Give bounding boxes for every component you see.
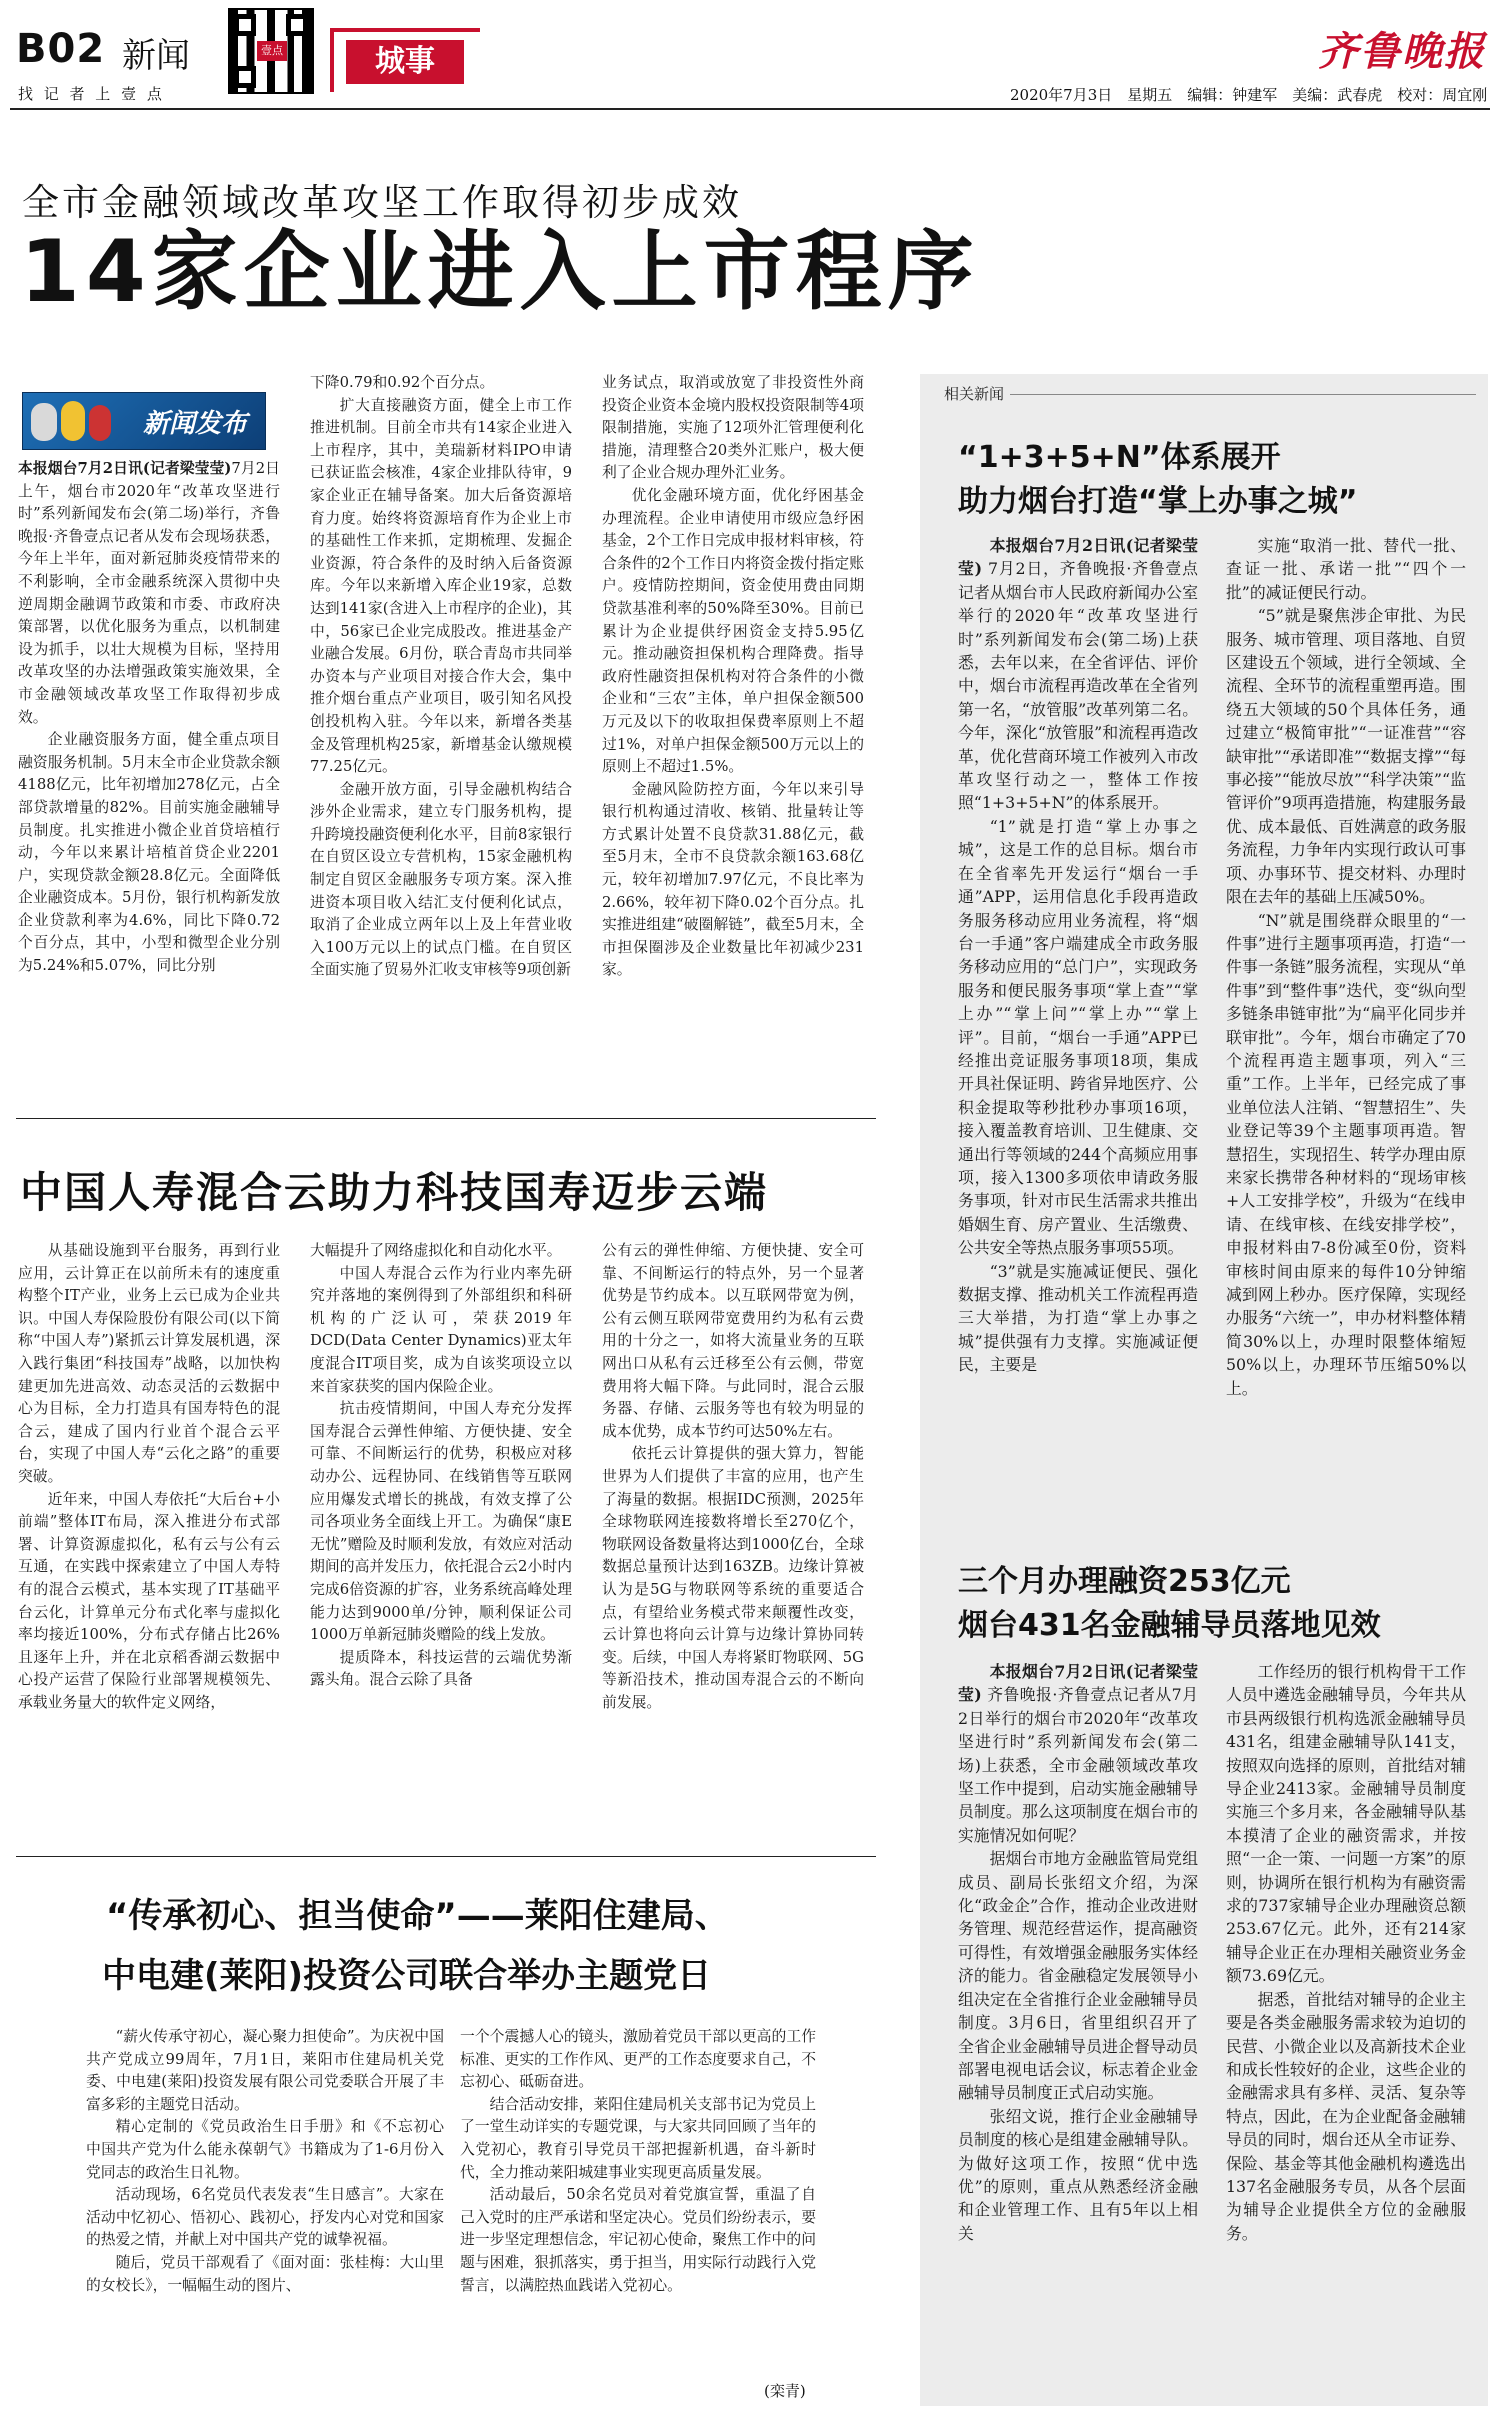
masthead bbox=[0, 0, 1500, 112]
paragraph: 7月2日上午，烟台市2020年“改革攻坚进行时”系列新闻发布会(第二场)举行，齐鲁晚报·齐鲁壹点记者从发布会现场获悉，今年上半年，面对新冠肺炎疫情带来的不利影响，全市金融系统深入贯彻中央逆周期金融调节政策和市委、市政府决策部署，以优化服务为重点，以机制建设为抓手，以壮大规模为目标，坚持用改革攻坚的办法增强政策实施效果，全市金融领域改革攻坚工作取得初步成效。 bbox=[18, 460, 280, 726]
column-tag-label: 城事 bbox=[346, 40, 464, 84]
paragraph: 近年来，中国人寿依托“大后台+小前端”整体IT布局，深入推进分布式部署、计算资源虚拟化，私有云与公有云互通，在实践中探索建立了中国人寿特有的混合云模式，基本实现了IT基础平台云化，计算单元分布式化率与虚拟化率均接近100%，分布式存储占比26%且逐年上升，并在北京稻香湖云数据中心投产运营了保险行业部署规模领先、承载业务量大的软件定义网络， bbox=[18, 1490, 280, 1711]
paragraph: 公有云的弹性伸缩、方便快捷、安全可靠、不间断运行的特点外，另一个显著优势是节约成本。以互联网带宽为例，公有云侧互联网带宽费用约为私有云费用的十分之一，如将大流量业务的互联网出口从私有云迁移至公有云侧，带宽费用将大幅下降。与此同时，混合云服务器、存储、云服务等也有较为明显的成本优势，成本节约可达50%左右。 bbox=[602, 1242, 864, 1440]
story3-headline-line-1: “传承初心、担当使命”——莱阳住建局、 bbox=[106, 1896, 729, 1936]
paragraph: 金融开放方面，引导金融机构结合涉外企业需求，建立专门服务机构，提升跨境投融资便利化水平，目前8家银行在自贸区设立专营机构，15家金融机构制定自贸区金融服务专项方案。深入推进资本项目收入结汇支付便利化试点，取消了企业成立两年以上及上年营业收入100万元以上的试点门槛。在自贸区全面实施了贸易外汇收支审核等9项创新 bbox=[310, 780, 572, 979]
main-kicker: 全市金融领域改革攻坚工作取得初步成效 bbox=[22, 181, 742, 224]
paragraph: 结合活动安排，莱阳住建局机关支部书记为党员上了一堂生动详实的专题党课，与大家共同回顾了当年的入党初心，教育引导党员干部把握新机遇，奋斗新时代，全力推动莱阳城建事业实现更高质量发展。 bbox=[460, 2095, 816, 2181]
sidebar-story-a-title-2: 助力烟台打造“掌上办事之城” bbox=[958, 484, 1358, 519]
news-release-logo bbox=[22, 392, 266, 450]
sidebar-story-b-title-2: 烟台431名金融辅导员落地见效 bbox=[958, 1608, 1381, 1643]
paragraph: 企业融资服务方面，健全重点项目融资服务机制。5月末全市企业贷款余额4188亿元，比年初增加278亿元，占全部贷款增量的82%。目前实施金融辅导员制度。扎实推进小微企业首贷培植行动，今年以来累计培植首贷企业2201户，实现贷款金额28.8亿元。全面降低企业融资成本。5月份，银行机构新发放企业贷款利率为4.6%，同比下降0.72个百分点，其中，小型和微型企业分别为5.24%和5.07%，同比分别 bbox=[18, 731, 280, 975]
paragraph: 依托云计算提供的强大算力，智能世界为人们提供了丰富的应用，也产生了海量的数据。根据IDC预测，2025年全球物联网连接数将增长至270亿个，物联网设备数量将达到1000亿台，全球数据总量预计达到163ZB。边缘计算被认为是5G与物联网等系统的重要适合点，有望给业务模式带来颠覆性改变，云计算也将向云计算与边缘计算协同转变。后续，中国人寿将紧盯物联网、5G等新沿技术，推动国寿混合云的不断向前发展。 bbox=[602, 1445, 864, 1711]
paragraph: 大幅提升了网络虚拟化和自动化水平。 bbox=[310, 1242, 562, 1259]
paragraph: “1”就是打造“掌上办事之城”，这是工作的总目标。烟台市在全省率先开发运行“烟台一手通”APP，运用信息化手段再造政务服务移动应用业务流程，将“烟台一手通”客户端建成全市政务服务移动应用的“总门户”，实现政务服务和便民服务事项“掌上查”“掌上办”“掌上问”“掌上办”“掌上评”。目前，“烟台一手通”APP已经推出竞证服务事项18项，集成开具社保证明、跨省异地医疗、公积金提取等秒批秒办事项16项，接入覆盖教育培训、卫生健康、交通出行等领域的244个高频应用事项，接入1300多项依申请政务服务事项，针对市民生活需求共推出婚姻生育、房产置业、生活缴费、公共安全等热点服务事项55项。 bbox=[958, 816, 1198, 1258]
page-number: B02 bbox=[16, 26, 106, 72]
story3-col-2 bbox=[460, 2026, 816, 2402]
story2-headline: 中国人寿混合云助力科技国寿迈步云端 bbox=[20, 1168, 769, 1217]
qr-label: 壹点 bbox=[257, 41, 287, 61]
sidebar-label-rule bbox=[1010, 394, 1476, 395]
sidebar-b-col-2 bbox=[1226, 1660, 1466, 2396]
paragraph: 张绍文说，推行企业金融辅导员制度的核心是组建金融辅导队。为做好这项工作，按照“优中选优”的原则，重点从熟悉经济金融和企业管理工作、且有5年以上相关 bbox=[958, 2106, 1198, 2243]
story3-col-1 bbox=[86, 2026, 444, 2402]
tagline: 找 记 者 上 壹 点 bbox=[18, 85, 165, 103]
sidebar-label: 相关新闻 bbox=[944, 385, 1005, 403]
header-rule bbox=[10, 108, 1490, 110]
paragraph: 据烟台市地方金融监管局党组成员、副局长张绍文介绍，为深化“政金企”合作，推动企业改进财务管理、规范经营运作，提高融资可得性，有效增强金融服务实体经济的能力。省金融稳定发展领导小组决定在全省推行企业金融辅导员制度。3月6日，省里组织召开了全省企业金融辅导员进企督导动员部署电视电话会议，标志着企业金融辅导员制度正式启动实施。 bbox=[958, 1849, 1198, 2103]
paragraph: “N”就是围绕群众眼里的“一件事”进行主题事项再造，打造“一件事一条链”服务流程，实现从“单件事”到“整件事”迭代，变“纵向型多链条串链审批”为“扁平化同步并联审批”。今年，烟台市确定了70个流程再造主题事项，列入“三重”工作。上半年，已经完成了事业单位法人注销、“智慧招生”、失业登记等39个主题事项再造。智慧招生，实现招生、转学办理由原来家长携带各种材料的“现场审核+人工安排学校”，升级为“在线申请、在线审核、在线安排学校”，申报材料由7-8份减至0份，资料审核时间由原来的每件10分钟缩减到网上秒办。医疗保障，实现经办服务“六统一”，申办材料整体精简30%以上，办理时限整体缩短50%以上，办理环节压缩50%以上。 bbox=[1226, 910, 1466, 1398]
paragraph: 精心定制的《党员政治生日手册》和《不忘初心 中国共产党为什么能永葆朝气》书籍成为了1-6月份入党同志的政治生日礼物。 bbox=[86, 2118, 444, 2181]
paragraph: 工作经历的银行机构骨干工作人员中遴选金融辅导员，今年共从市县两级银行机构选派金融辅导员431名，组建金融辅导队141支，按照双向选择的原则，首批结对辅导企业2413家。金融辅导员制度实施三个多月来，各金融辅导队基本摸清了企业的融资需求，并按照“一企一策、一问题一方案”的原则，协调所在银行机构为有融资需求的737家辅导企业办理融资总额253.67亿元。此外，还有214家辅导企业正在办理相关融资业务金额73.69亿元。 bbox=[1226, 1662, 1466, 1986]
main-col-2 bbox=[310, 372, 572, 1104]
qr-code[interactable] bbox=[228, 8, 314, 94]
brand-logo: 齐鲁晚报 bbox=[1318, 28, 1486, 75]
paragraph: 下降0.79和0.92个百分点。 bbox=[310, 374, 495, 391]
paragraph: 提质降本，科技运营的云端优势渐露头角。混合云除了具备 bbox=[310, 1648, 572, 1689]
paragraph: 活动最后，50余名党员对着党旗宣誓，重温了自己入党时的庄严承诺和坚定决心。党员们纷纷表示，要进一步坚定理想信念，牢记初心使命，聚焦工作中的问题与困难，狠抓落实，勇于担当，用实际行动践行入党誓言，以满腔热血践诺入党初心。 bbox=[460, 2186, 816, 2294]
paragraph: 金融风险防控方面，今年以来引导银行机构通过清收、核销、批量转让等方式累计处置不良贷款31.88亿元，截至5月末，全市不良贷款余额163.68亿元，较年初增加7.97亿元，不良比率为2.66%，较年初下降0.02个百分点。扎实推进组建“破圈解链”，截至5月末，全市担保圈涉及企业数量比年初减少231家。 bbox=[602, 780, 864, 979]
paragraph: 业务试点，取消或放宽了非投资性外商投资企业资本金境内股权投资限制等4项限制措施，实施了12项外汇管理便利化措施，清理整合20类外汇账户，极大便利了企业合规办理外汇业务。 bbox=[602, 374, 864, 482]
paragraph: 从基础设施到平台服务，再到行业应用，云计算正在以前所未有的速度重构整个IT产业，业务上云已成为企业共识。中国人寿保险股份有限公司(以下简称“中国人寿”)紧抓云计算发展机遇，深入践行集团“科技国寿”战略，以加快构建更加先进高效、动态灵活的云数据中心为目标，全力打造具有国寿特色的混合云，建成了国内行业首个混合云平台，实现了中国人寿“云化之路”的重要突破。 bbox=[18, 1242, 280, 1485]
sidebar-a-col-1 bbox=[958, 534, 1198, 1504]
column-tag bbox=[330, 28, 480, 92]
section-name: 新闻 bbox=[122, 36, 190, 76]
story2-col-2 bbox=[310, 1240, 572, 1844]
paragraph: 齐鲁晚报·齐鲁壹点记者从7月2日举行的烟台市2020年“改革攻坚进行时”系列新闻发布会(第二场)上获悉，全市金融领域改革攻坚工作中提到，启动实施金融辅导员制度。那么这项制度在烟台市的实施情况如何呢？ bbox=[958, 1685, 1198, 1845]
main-col-1 bbox=[18, 458, 280, 1104]
paragraph: 一个个震撼人心的镜头，激励着党员干部以更高的工作标准、更实的工作作风、更严的工作态度要求自己，不忘初心、砥砺奋进。 bbox=[460, 2028, 816, 2091]
news-release-logo-text: 新闻发布 bbox=[143, 409, 248, 439]
paragraph: 随后，党员干部观看了《面对面：张桂梅：大山里的女校长》，一幅幅生动的图片、 bbox=[86, 2253, 444, 2294]
dateline: 本报烟台7月2日讯(记者梁莹莹) bbox=[958, 1662, 1198, 1705]
paragraph: 优化金融环境方面，优化纾困基金办理流程。企业申请使用市级应急纾困基金，2个工作日完成申报材料审核，符合条件的2个工作日内将资金拨付指定账户。疫情防控期间，资金使用费由同期贷款基准利率的50%降至30%。目前已累计为企业提供纾困资金支持5.95亿元。推动融资担保机构合理降费。指导政府性融资担保机构对符合条件的小微企业和“三农”主体，单户担保金额500万元及以下的收取担保费率原则上不超过1%，对单户担保金额500万元以上的原则上不超过1.5%。 bbox=[602, 486, 864, 776]
main-col-3 bbox=[602, 372, 864, 1104]
paragraph: 实施“取消一批、替代一批、查证一批、承诺一批”“四个一批”的减证便民行动。 bbox=[1226, 536, 1466, 602]
paragraph: “3”就是实施减证便民、强化数据支撑、推动机关工作流程再造三大举措，为打造“掌上办事之城”提供强有力支撑。实施减证便民，主要是 bbox=[958, 1261, 1198, 1375]
story2-col-3 bbox=[602, 1240, 864, 1844]
byline: (栾青) bbox=[764, 2382, 806, 2400]
paragraph: 扩大直接融资方面，健全上市工作推进机制。目前全市共有14家企业进入上市程序，其中，美瑞新材料IPO申请已获证监会核准，4家企业排队待审，9家企业正在辅导备案。加大后备资源培育力度。始终将资源培育作为企业上市的基础性工作来抓，定期梳理、发掘企业资源，符合条件的及时纳入后备资源库。今年以来新增入库企业19家，总数达到141家(含进入上市程序的企业)，其中，56家已企业完成股改。推进基金产业融合发展。6月份，联合青岛市共同举办资本与产业项目对接合作大会，集中推介烟台重点产业项目，吸引知名风投创投机构入驻。今年以来，新增各类基金及管理机构25家，新增基金认缴规模77.25亿元。 bbox=[310, 396, 572, 776]
paragraph: 7月2日，齐鲁晚报·齐鲁壹点记者从烟台市人民政府新闻办公室举行的2020年“改革攻坚进行时”系列新闻发布会(第二场)上获悉，去年以来，在全省评估、评价中，烟台市流程再造改革在全省列第一名，“放管服”改革列第二名。今年，深化“放管服”和流程再造改革，优化营商环境工作被列入市改革攻坚行动之一，整体工作按照“1+3+5+N”的体系展开。 bbox=[958, 559, 1198, 813]
paragraph: “5”就是聚焦涉企审批、为民服务、城市管理、项目落地、自贸区建设五个领域，进行全领域、全流程、全环节的流程重塑再造。围绕五大领域的50个具体任务，通过建立“极简审批”“一证准营”“容缺审批”“承诺即准”“数据支撑”“每事必接”“能放尽放”“科学决策”“监管评价”9项再造措施，构建服务最优、成本最低、百姓满意的政务服务流程，力争年内实现行政认可事项、办事环节、提交材料、办理时限在去年的基础上压减50%。 bbox=[1226, 606, 1466, 907]
story2-col-1 bbox=[18, 1240, 280, 1844]
dateline: 本报烟台7月2日讯(记者梁莹莹) bbox=[18, 460, 232, 477]
paragraph: 活动现场，6名党员代表发表“生日感言”。大家在活动中忆初心、悟初心、践初心，抒发内心对党和国家的热爱之情，并献上对中国共产党的诚挚祝福。 bbox=[86, 2186, 444, 2249]
story3-headline-line-2: 中电建(莱阳)投资公司联合举办主题党日 bbox=[102, 1956, 712, 1996]
paragraph: “薪火传承守初心，凝心聚力担使命”。为庆祝中国共产党成立99周年，7月1日，莱阳市住建局机关党委、中电建(莱阳)投资发展有限公司党委联合开展了丰富多彩的主题党日活动。 bbox=[86, 2028, 444, 2113]
main-headline: 14家企业进入上市程序 bbox=[20, 222, 980, 322]
sidebar-a-col-2 bbox=[1226, 534, 1466, 1504]
paragraph: 据悉，首批结对辅导的企业主要是各类金融服务需求较为迫切的民营、小微企业以及高新技术企业和成长性较好的企业，这些企业的金融需求具有多样、灵活、复杂等特点，因此，在为企业配备金融辅导员的同时，烟台还从全市证券、保险、基金等其他金融机构遴选出137名金融服务专员，从各个层面为辅导企业提供全方位的金融服务。 bbox=[1226, 1989, 1466, 2243]
dateline: 本报烟台7月2日讯(记者梁莹莹) bbox=[958, 536, 1198, 579]
sidebar-b-col-1 bbox=[958, 1660, 1198, 2396]
sidebar-story-b-title-1: 三个月办理融资253亿元 bbox=[958, 1564, 1291, 1599]
sidebar-story-a-title-1: “1+3+5+N”体系展开 bbox=[958, 440, 1281, 475]
divider bbox=[16, 1856, 876, 1857]
divider bbox=[16, 1118, 876, 1119]
paragraph: 抗击疫情期间，中国人寿充分发挥国寿混合云弹性伸缩、方便快捷、安全可靠、不间断运行的优势，积极应对移动办公、远程协同、在线销售等互联网应用爆发式增长的挑战，有效支撑了公司各项业务全面线上开工。为确保“康E无忧”赠险及时顺利发放，有效应对活动期间的高并发压力，依托混合云2小时内完成6倍资源的扩容，业务系统高峰处理能力达到9000单/分钟，顺利保证公司1000万单新冠肺炎赠险的线上发放。 bbox=[310, 1400, 572, 1644]
issue-info: 2020年7月3日 星期五 编辑：钟建军 美编：武春虎 校对：周宜刚 bbox=[1010, 86, 1488, 104]
paragraph: 中国人寿混合云作为行业内率先研究并落地的案例得到了外部组织和科研机构的广泛认可，荣获2019年DCD(Data Center Dynamics)亚太年度混合IT项目奖，成为自该奖项设立以来首家获奖的国内保险企业。 bbox=[310, 1264, 572, 1395]
